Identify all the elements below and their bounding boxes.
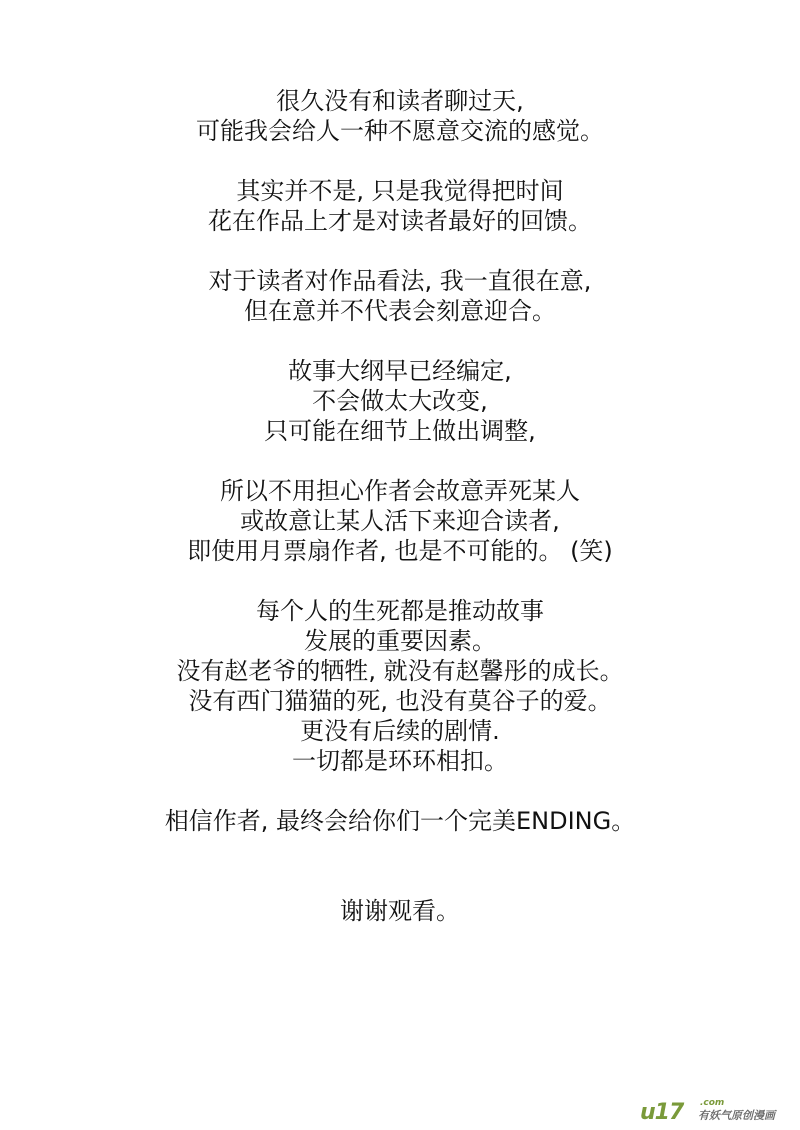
paragraph [0, 476, 800, 566]
text-line: 每个人的生死都是推动故事 [256, 597, 544, 625]
text-line: 可能我会给人一种不愿意交流的感觉。 [196, 117, 604, 145]
text-line: 不会做太大改变, [312, 387, 488, 415]
paragraph [0, 356, 800, 446]
text-line: 相信作者, 最终会给你们一个完美ENDING。 [164, 807, 636, 835]
text-line: 对于读者对作品看法, 我一直很在意, [208, 267, 592, 295]
text-line: 发展的重要因素。 [304, 627, 496, 655]
watermark-slogan: 有妖气原创漫画 [698, 1109, 775, 1122]
text-line: 只可能在细节上做出调整, [264, 417, 536, 445]
text-line: 很久没有和读者聊过天, [276, 87, 524, 115]
paragraph [0, 86, 800, 146]
text-line: 没有赵老爷的牺牲, 就没有赵馨彤的成长。 [176, 657, 624, 685]
text-line: 更没有后续的剧情. [300, 717, 500, 745]
text-line: 但在意并不代表会刻意迎合。 [244, 297, 556, 325]
text-line: 一切都是环环相扣。 [292, 747, 508, 775]
text-line: 或故意让某人活下来迎合读者, [240, 507, 560, 535]
watermark-domain: .com [700, 1098, 725, 1108]
u17-watermark [640, 1098, 790, 1125]
text-line: 其实并不是, 只是我觉得把时间 [236, 177, 564, 205]
u17-logo: u17 [640, 1100, 684, 1125]
closing-line: 谢谢观看。 [340, 897, 460, 925]
text-line: 没有西门猫猫的死, 也没有莫谷子的爱。 [188, 687, 612, 715]
paragraph [0, 806, 800, 836]
text-line: 故事大纲早已经编定, [288, 357, 512, 385]
author-note [0, 86, 800, 926]
paragraph [0, 896, 800, 926]
paragraph [0, 266, 800, 326]
paragraph [0, 596, 800, 776]
paragraph [0, 176, 800, 236]
text-line: 所以不用担心作者会故意弄死某人 [220, 477, 580, 505]
text-line: 即使用月票扇作者, 也是不可能的。 (笑) [187, 537, 613, 565]
text-line: 花在作品上才是对读者最好的回馈。 [208, 207, 592, 235]
